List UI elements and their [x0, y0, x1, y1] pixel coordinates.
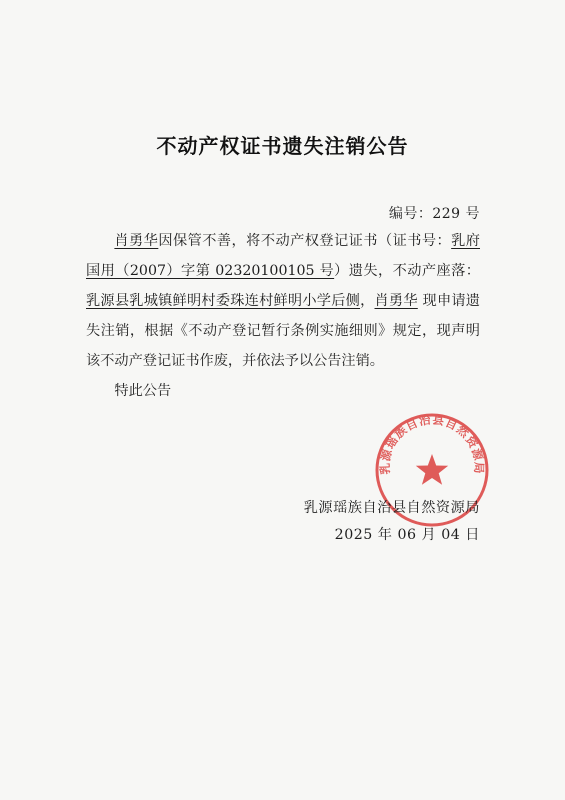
body-text-2: ）遗失，不动产座落：	[334, 263, 480, 279]
body-text-4: 现申请遗失注销，根据《不动产登记暂行条例实施细则》规定，现声明该不动产登记证书作废，并依法予以公告注销。	[86, 293, 480, 369]
issue-date: 2025 年 06 月 04 日	[334, 527, 480, 543]
issuing-organization: 乳源瑶族自治县自然资源局	[303, 500, 480, 516]
notice-body	[86, 226, 480, 406]
certificate-number: 乳府国用（2007）字第 02320100105 号	[86, 233, 480, 279]
owner-name-repeat: 肖勇华	[374, 293, 418, 309]
owner-name: 肖勇华	[114, 233, 159, 249]
seal-star-icon	[416, 454, 448, 485]
body-text-1: 因保管不善，将不动产权登记证书（证书号：	[158, 233, 452, 249]
document-number: 编号：229 号	[388, 206, 480, 222]
notice-title: 不动产权证书遗失注销公告	[156, 134, 409, 158]
seal-text: 乳源瑶族自治县自然资源局	[377, 412, 487, 475]
property-location: 乳源县乳城镇鲜明村委珠连村鲜明小学后侧	[86, 293, 361, 309]
body-text-3: ，	[360, 293, 375, 309]
closing-statement: 特此公告	[114, 383, 172, 399]
body-paragraph	[86, 226, 480, 376]
